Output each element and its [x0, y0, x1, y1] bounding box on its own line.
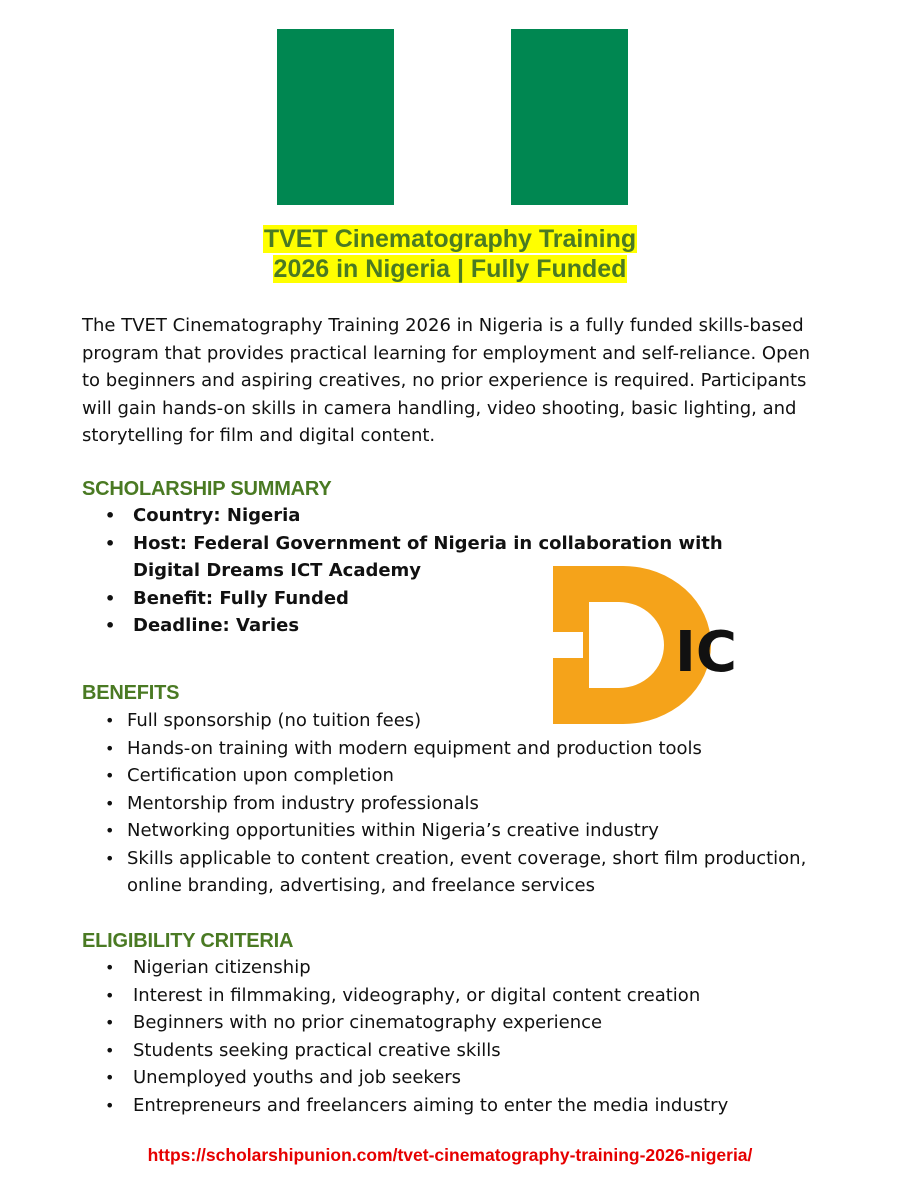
eligibility-item: • Nigerian citizenship	[105, 954, 805, 982]
benefits-list	[105, 707, 820, 900]
benefits-item: • Mentorship from industry professionals	[105, 790, 820, 818]
intro-paragraph: The TVET Cinematography Training 2026 in Nigeria is a fully funded skills-based program that provides practical learning for employment and self-reliance. Open to beginners and aspiring creatives, no prior experience is required. Participants will gain hands-on skills in camera handling, video shooting, basic lighting, and storytelling for film and digital content.	[82, 315, 811, 446]
flag-green-band-right	[511, 29, 628, 205]
logo-white-notch	[553, 632, 583, 658]
benefits-item: • Networking opportunities within Nigeria’s creative industry	[105, 817, 820, 845]
eligibility-heading: ELIGIBILITY CRITERIA	[82, 930, 294, 952]
benefits-heading: BENEFITS	[82, 682, 180, 704]
page-title	[0, 224, 900, 284]
summary-item-deadline: • Deadline: Varies	[105, 612, 795, 640]
eligibility-list	[105, 954, 805, 1119]
eligibility-item: • Beginners with no prior cinematography experience	[105, 1009, 805, 1037]
flag-green-band-left	[277, 29, 394, 205]
summary-heading: SCHOLARSHIP SUMMARY	[82, 478, 332, 500]
benefits-item: • Certification upon completion	[105, 762, 820, 790]
benefits-item: • Full sponsorship (no tuition fees)	[105, 707, 820, 735]
summary-item-benefit: • Benefit: Fully Funded	[105, 585, 795, 613]
eligibility-item: • Students seeking practical creative skills	[105, 1037, 805, 1065]
summary-item-host: • Host: Federal Government of Nigeria in collaboration with Digital Dreams ICT Academy	[105, 530, 773, 585]
eligibility-item: • Interest in filmmaking, videography, or digital content creation	[105, 982, 805, 1010]
eligibility-item: • Unemployed youths and job seekers	[105, 1064, 805, 1092]
benefits-item: • Skills applicable to content creation, event coverage, short film production, online branding, advertising, and freelance services	[105, 845, 820, 900]
nigeria-flag-image	[277, 29, 628, 205]
logo-text: IC	[675, 620, 737, 685]
source-url-link[interactable]: https://scholarshipunion.com/tvet-cinematography-training-2026-nigeria/	[147, 1145, 753, 1165]
title-line-1: TVET Cinematography Training	[263, 225, 637, 253]
benefits-item: • Hands-on training with modern equipment and production tools	[105, 735, 820, 763]
digital-dreams-logo	[553, 566, 737, 724]
flag-white-band	[394, 29, 511, 205]
logo-white-gap	[589, 666, 609, 688]
eligibility-item: • Entrepreneurs and freelancers aiming to enter the media industry	[105, 1092, 805, 1120]
summary-item-country: • Country: Nigeria	[105, 502, 795, 530]
title-line-2: 2026 in Nigeria | Fully Funded	[273, 255, 627, 283]
